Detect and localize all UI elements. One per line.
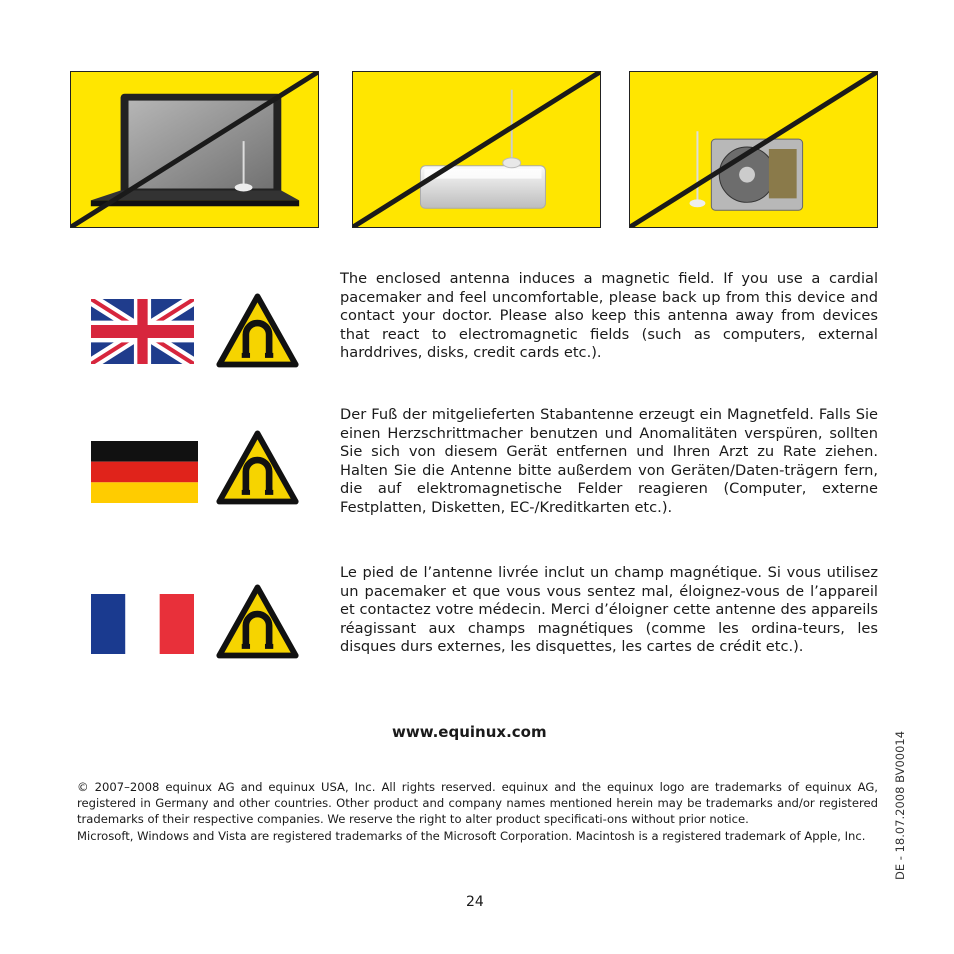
magnetic-field-warning-icon (216, 430, 299, 505)
panel-laptop (70, 71, 319, 228)
legal-notice (77, 779, 878, 844)
harddrive-illustration (630, 72, 877, 227)
magnetic-field-warning-icon (216, 584, 299, 659)
panel-router (352, 71, 601, 228)
legal-trademarks: Microsoft, Windows and Vista are registered trademarks of the Microsoft Corporation. Macintosh is a registered trademark of Apple, Inc. (77, 828, 866, 843)
legal-copyright: © 2007–2008 equinux AG and equinux USA, Inc. All rights reserved. equinux and the equinux logo are trademarks of equinux AG, registered in Germany and other countries. Other product and company names mentioned herein may be trademarks and/or registered trademarks of their respective companies. We reserve the right to alter product specificati-ons without prior notice. (77, 780, 878, 827)
warning-text-fr: Le pied de l’antenne livrée inclut un champ magnétique. Si vous utilisez un pacemaker et que vous vous sentez mal, éloignez-vous de l’appareil et contactez votre médecin. Merci d’éloigner cette antenne des appareils réagissant aux champs magnétiques (comme les ordina-teurs, les disques durs externes, les disquettes, les cartes de crédit etc.). (340, 564, 878, 656)
warning-text-en: The enclosed antenna induces a magnetic field. If you use a cardial pacemaker and feel uncomfortable, please back up from this device and contact your doctor. Please also keep this antenna away from devices that react to electromagnetic fields (such as computers, external harddrives, disks, credit cards etc.). (340, 270, 878, 362)
panel-harddrive (629, 71, 878, 228)
french-flag (91, 594, 194, 654)
page-number: 24 (466, 894, 484, 910)
website-link[interactable]: www.equinux.com (392, 723, 547, 741)
router-illustration (353, 72, 600, 227)
laptop-illustration (71, 72, 318, 227)
magnetic-field-warning-icon (216, 293, 299, 368)
german-flag (91, 441, 198, 503)
document-code: DE - 18.07.2008 BV00014 (893, 730, 907, 880)
warning-text-de: Der Fuß der mitgelieferten Stabantenne erzeugt ein Magnetfeld. Falls Sie einen Herzschrittmacher benutzen und Anomalitäten verspüren, sollten Sie sich von diesem Gerät entfernen und Ihren Arzt zu Rate ziehen. Halten Sie die Antenne bitte außerdem von Geräten/Daten-trägern fern, die auf elektromagnetische Felder reagieren (Computer, externe Festplatten, Disketten, EC-/Kreditkarten etc.). (340, 406, 878, 516)
uk-flag (91, 299, 194, 364)
